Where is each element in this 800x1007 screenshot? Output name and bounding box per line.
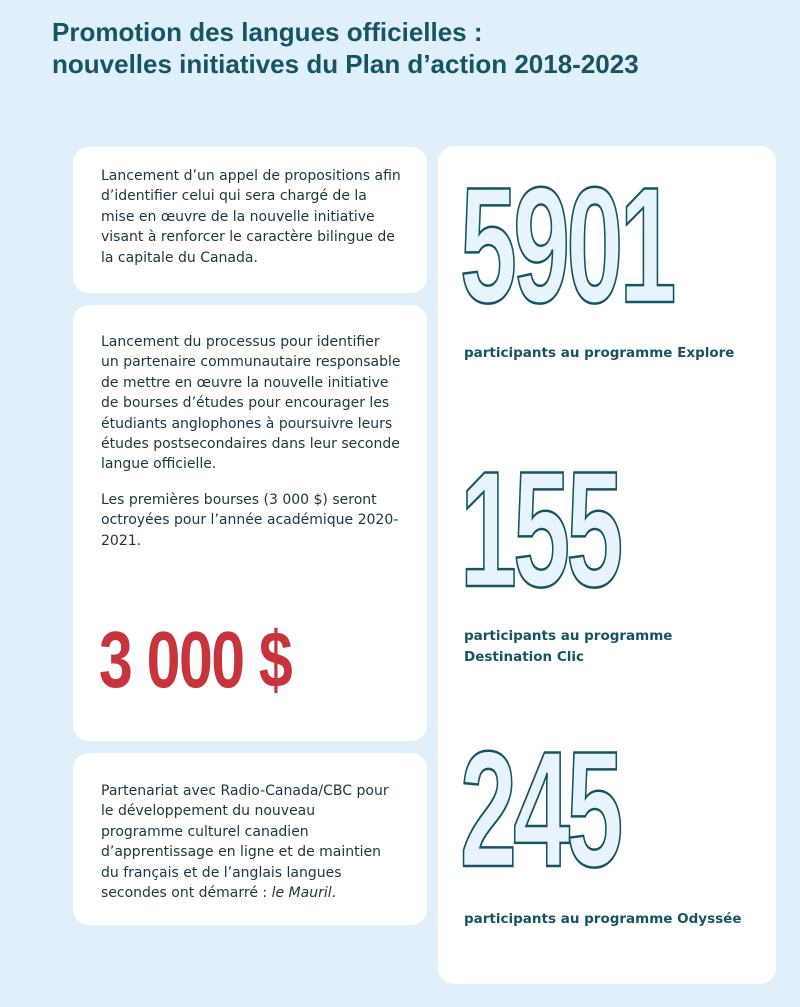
scholarship-amount-highlight: 3 000 $ bbox=[99, 615, 292, 704]
stat-number-destination-clic: 155 bbox=[460, 437, 620, 621]
initiative-card-capital bbox=[73, 147, 427, 293]
scholarship-amount-note: Les premières bourses (3 000 $) seront octroyées pour l’année académique 2020-2021. bbox=[101, 492, 399, 549]
stat-label-explore: participants au programme Explore bbox=[464, 345, 735, 361]
stat-label-odyssee: participants au programme Odyssée bbox=[464, 911, 742, 927]
radio-canada-text: Partenariat avec Radio-Canada/CBC pour le développement du nouveau programme culturel canadien d’apprentissage en ligne et de maintien du français et de l’anglais langues secondes ont démarré : bbox=[101, 783, 389, 902]
participants-stats-card bbox=[438, 146, 776, 984]
initiative-text-capital: Lancement d’un appel de propositions afin d’identifier celui qui sera chargé de la mise en œuvre de la nouvelle initiative visant à renforcer le caractère bilingue de la capitale du Canada. bbox=[101, 168, 401, 266]
radio-canada-text-end: . bbox=[331, 885, 337, 902]
stat-label-destination-clic: participants au programme Destination Clic bbox=[464, 628, 673, 665]
page-title-line-1: Promotion des langues officielles : bbox=[52, 17, 483, 47]
initiative-card-scholarships bbox=[73, 305, 427, 741]
initiative-text-radio-canada bbox=[101, 781, 401, 903]
initiative-card-radio-canada bbox=[73, 753, 427, 925]
mauril-program-name: le Mauril bbox=[271, 885, 332, 902]
stat-number-explore: 5901 bbox=[460, 153, 673, 337]
initiative-text-scholarships: Lancement du processus pour identifier un partenaire communautaire responsable de mettre en œuvre la nouvelle initiative de bourses d’études pour encourager les étudiants anglophones à poursuivre leurs études postsecondaires dans leur seconde langue officielle. bbox=[101, 334, 401, 473]
page-title-line-2: nouvelles initiatives du Plan d’action 2018-2023 bbox=[52, 49, 639, 79]
stat-number-odyssee: 245 bbox=[460, 717, 620, 901]
page-title bbox=[52, 16, 772, 80]
